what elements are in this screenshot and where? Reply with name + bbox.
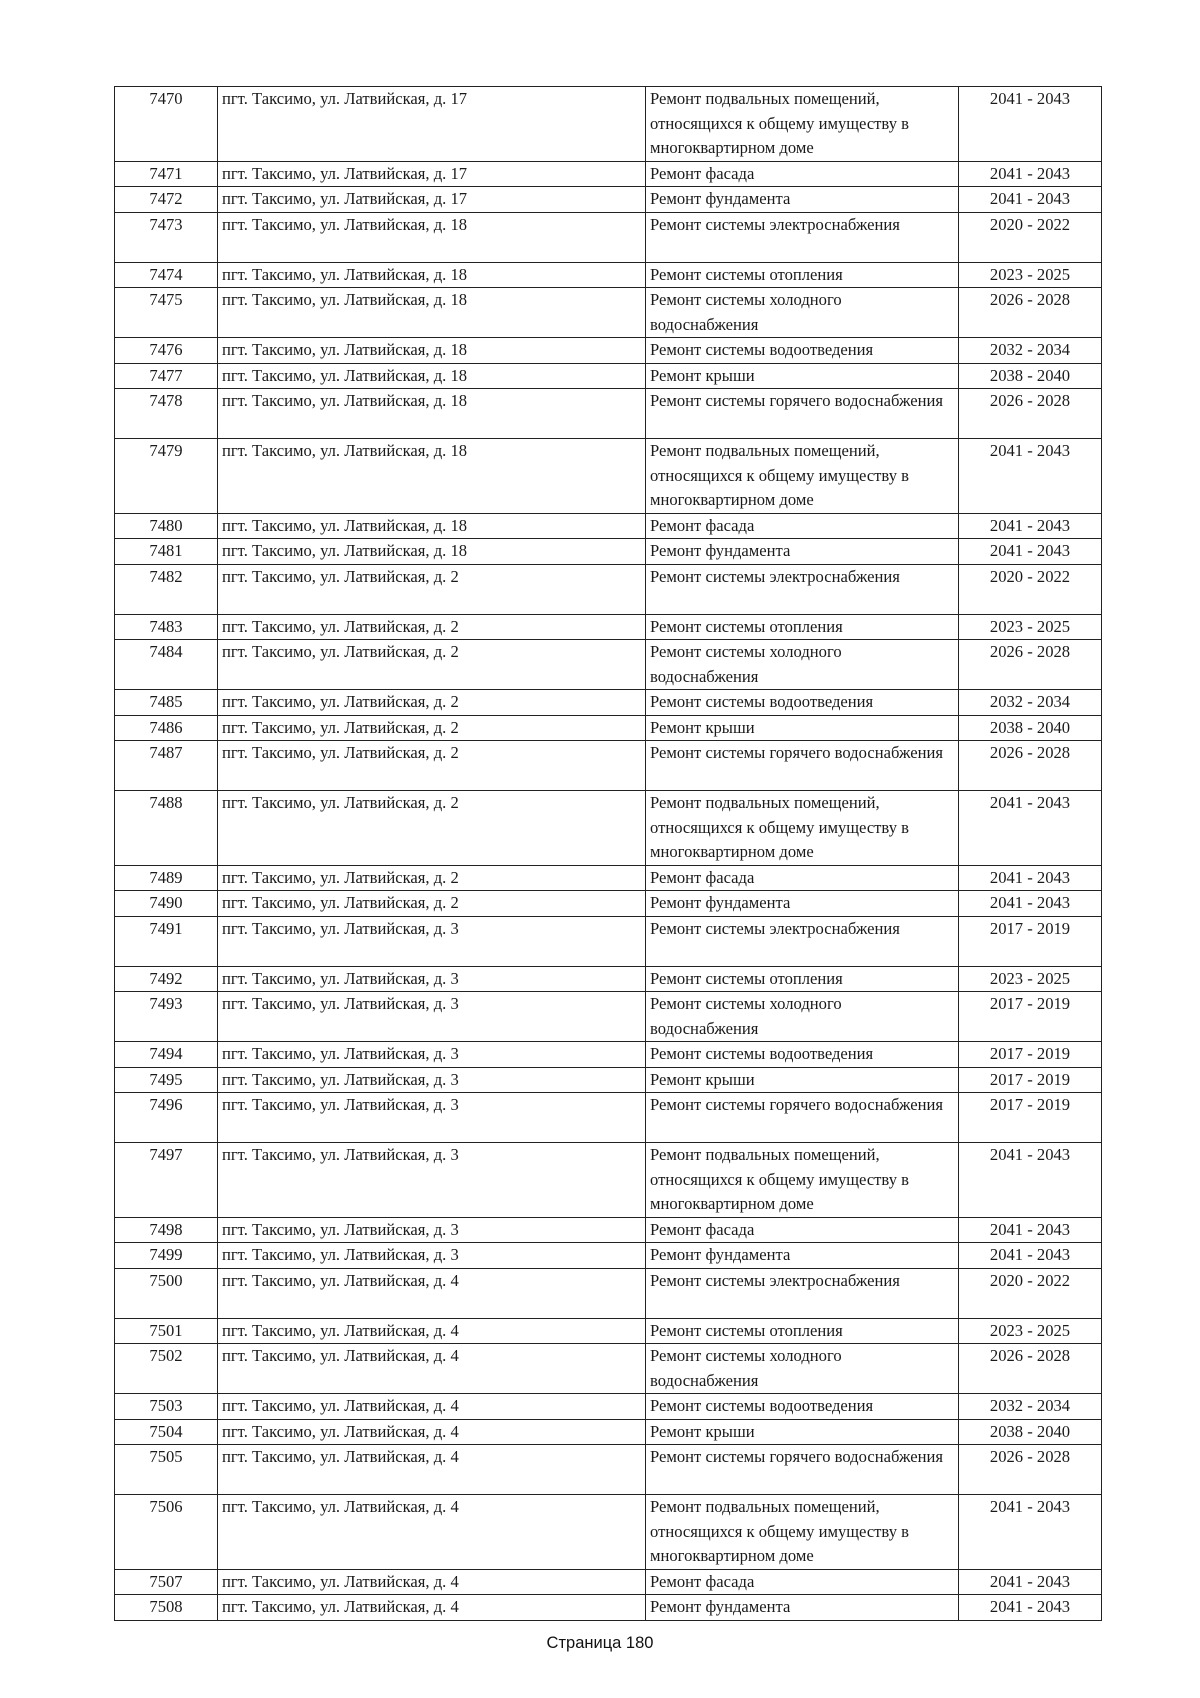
table-row bbox=[115, 439, 1102, 514]
table-row bbox=[115, 1595, 1102, 1621]
row-number: 7495 bbox=[115, 1067, 218, 1093]
row-address: пгт. Таксимо, ул. Латвийская, д. 4 bbox=[218, 1419, 646, 1445]
row-address: пгт. Таксимо, ул. Латвийская, д. 4 bbox=[218, 1445, 646, 1495]
table-body bbox=[115, 87, 1102, 1621]
row-work-type: Ремонт системы горячего водоснабжения bbox=[646, 741, 959, 791]
row-period: 2020 - 2022 bbox=[959, 1268, 1102, 1318]
row-address: пгт. Таксимо, ул. Латвийская, д. 4 bbox=[218, 1318, 646, 1344]
table-row bbox=[115, 363, 1102, 389]
row-work-type: Ремонт фасада bbox=[646, 513, 959, 539]
row-number: 7476 bbox=[115, 338, 218, 364]
row-address: пгт. Таксимо, ул. Латвийская, д. 3 bbox=[218, 1217, 646, 1243]
table-row bbox=[115, 992, 1102, 1042]
row-work-type: Ремонт системы электроснабжения bbox=[646, 1268, 959, 1318]
row-work-type: Ремонт системы электроснабжения bbox=[646, 212, 959, 262]
table-row bbox=[115, 614, 1102, 640]
row-work-type: Ремонт системы отопления bbox=[646, 1318, 959, 1344]
row-work-type: Ремонт крыши bbox=[646, 1067, 959, 1093]
row-address: пгт. Таксимо, ул. Латвийская, д. 3 bbox=[218, 1243, 646, 1269]
row-number: 7498 bbox=[115, 1217, 218, 1243]
row-number: 7488 bbox=[115, 791, 218, 866]
row-work-type: Ремонт системы отопления bbox=[646, 614, 959, 640]
row-work-type: Ремонт подвальных помещений, относящихся к общему имуществу в многоквартирном доме bbox=[646, 1143, 959, 1218]
table-row bbox=[115, 791, 1102, 866]
row-period: 2041 - 2043 bbox=[959, 1243, 1102, 1269]
table-row bbox=[115, 715, 1102, 741]
row-address: пгт. Таксимо, ул. Латвийская, д. 3 bbox=[218, 1067, 646, 1093]
row-number: 7501 bbox=[115, 1318, 218, 1344]
row-work-type: Ремонт системы водоотведения bbox=[646, 1394, 959, 1420]
row-number: 7484 bbox=[115, 640, 218, 690]
row-number: 7499 bbox=[115, 1243, 218, 1269]
row-work-type: Ремонт фундамента bbox=[646, 1595, 959, 1621]
table-row bbox=[115, 513, 1102, 539]
table-row bbox=[115, 338, 1102, 364]
table-row bbox=[115, 262, 1102, 288]
table-row bbox=[115, 1419, 1102, 1445]
row-period: 2041 - 2043 bbox=[959, 891, 1102, 917]
row-address: пгт. Таксимо, ул. Латвийская, д. 3 bbox=[218, 1093, 646, 1143]
row-period: 2041 - 2043 bbox=[959, 1595, 1102, 1621]
row-work-type: Ремонт системы водоотведения bbox=[646, 690, 959, 716]
row-address: пгт. Таксимо, ул. Латвийская, д. 2 bbox=[218, 640, 646, 690]
row-period: 2017 - 2019 bbox=[959, 1067, 1102, 1093]
row-number: 7490 bbox=[115, 891, 218, 917]
row-period: 2020 - 2022 bbox=[959, 564, 1102, 614]
row-address: пгт. Таксимо, ул. Латвийская, д. 4 bbox=[218, 1344, 646, 1394]
row-address: пгт. Таксимо, ул. Латвийская, д. 2 bbox=[218, 690, 646, 716]
row-work-type: Ремонт системы холодного водоснабжения bbox=[646, 288, 959, 338]
row-work-type: Ремонт крыши bbox=[646, 1419, 959, 1445]
row-number: 7471 bbox=[115, 161, 218, 187]
row-number: 7502 bbox=[115, 1344, 218, 1394]
row-address: пгт. Таксимо, ул. Латвийская, д. 4 bbox=[218, 1569, 646, 1595]
table-row bbox=[115, 1344, 1102, 1394]
table-row bbox=[115, 161, 1102, 187]
row-number: 7493 bbox=[115, 992, 218, 1042]
row-address: пгт. Таксимо, ул. Латвийская, д. 3 bbox=[218, 966, 646, 992]
row-number: 7482 bbox=[115, 564, 218, 614]
row-period: 2041 - 2043 bbox=[959, 1143, 1102, 1218]
row-address: пгт. Таксимо, ул. Латвийская, д. 4 bbox=[218, 1595, 646, 1621]
row-work-type: Ремонт крыши bbox=[646, 715, 959, 741]
row-address: пгт. Таксимо, ул. Латвийская, д. 18 bbox=[218, 439, 646, 514]
row-work-type: Ремонт подвальных помещений, относящихся к общему имуществу в многоквартирном доме bbox=[646, 1495, 959, 1570]
table-row bbox=[115, 389, 1102, 439]
row-work-type: Ремонт фасада bbox=[646, 1569, 959, 1595]
table-row bbox=[115, 916, 1102, 966]
table-row bbox=[115, 1318, 1102, 1344]
table-row bbox=[115, 1067, 1102, 1093]
row-period: 2038 - 2040 bbox=[959, 1419, 1102, 1445]
row-work-type: Ремонт системы холодного водоснабжения bbox=[646, 1344, 959, 1394]
row-period: 2026 - 2028 bbox=[959, 741, 1102, 791]
row-address: пгт. Таксимо, ул. Латвийская, д. 3 bbox=[218, 1042, 646, 1068]
row-work-type: Ремонт фасада bbox=[646, 865, 959, 891]
row-address: пгт. Таксимо, ул. Латвийская, д. 4 bbox=[218, 1394, 646, 1420]
row-address: пгт. Таксимо, ул. Латвийская, д. 17 bbox=[218, 87, 646, 162]
row-address: пгт. Таксимо, ул. Латвийская, д. 2 bbox=[218, 865, 646, 891]
table-row bbox=[115, 1042, 1102, 1068]
table-row bbox=[115, 1268, 1102, 1318]
row-number: 7483 bbox=[115, 614, 218, 640]
row-work-type: Ремонт системы отопления bbox=[646, 262, 959, 288]
row-work-type: Ремонт подвальных помещений, относящихся к общему имуществу в многоквартирном доме bbox=[646, 791, 959, 866]
row-number: 7474 bbox=[115, 262, 218, 288]
row-number: 7507 bbox=[115, 1569, 218, 1595]
row-number: 7503 bbox=[115, 1394, 218, 1420]
table-row bbox=[115, 640, 1102, 690]
row-work-type: Ремонт подвальных помещений, относящихся к общему имуществу в многоквартирном доме bbox=[646, 439, 959, 514]
row-work-type: Ремонт системы электроснабжения bbox=[646, 916, 959, 966]
row-period: 2041 - 2043 bbox=[959, 1569, 1102, 1595]
row-work-type: Ремонт системы холодного водоснабжения bbox=[646, 640, 959, 690]
table-row bbox=[115, 966, 1102, 992]
row-address: пгт. Таксимо, ул. Латвийская, д. 2 bbox=[218, 741, 646, 791]
row-work-type: Ремонт системы холодного водоснабжения bbox=[646, 992, 959, 1042]
row-period: 2026 - 2028 bbox=[959, 640, 1102, 690]
row-address: пгт. Таксимо, ул. Латвийская, д. 18 bbox=[218, 262, 646, 288]
row-number: 7494 bbox=[115, 1042, 218, 1068]
row-period: 2041 - 2043 bbox=[959, 865, 1102, 891]
row-number: 7496 bbox=[115, 1093, 218, 1143]
row-period: 2017 - 2019 bbox=[959, 1093, 1102, 1143]
row-work-type: Ремонт фундамента bbox=[646, 1243, 959, 1269]
row-period: 2032 - 2034 bbox=[959, 1394, 1102, 1420]
table-row bbox=[115, 1495, 1102, 1570]
row-period: 2041 - 2043 bbox=[959, 791, 1102, 866]
row-number: 7485 bbox=[115, 690, 218, 716]
row-address: пгт. Таксимо, ул. Латвийская, д. 18 bbox=[218, 513, 646, 539]
row-work-type: Ремонт фасада bbox=[646, 161, 959, 187]
row-number: 7506 bbox=[115, 1495, 218, 1570]
table-row bbox=[115, 87, 1102, 162]
page-number: Страница 180 bbox=[546, 1634, 654, 1652]
row-address: пгт. Таксимо, ул. Латвийская, д. 3 bbox=[218, 916, 646, 966]
row-number: 7489 bbox=[115, 865, 218, 891]
row-period: 2041 - 2043 bbox=[959, 161, 1102, 187]
row-work-type: Ремонт фундамента bbox=[646, 539, 959, 565]
table-row bbox=[115, 1569, 1102, 1595]
table-row bbox=[115, 1243, 1102, 1269]
row-work-type: Ремонт фундамента bbox=[646, 891, 959, 917]
row-address: пгт. Таксимо, ул. Латвийская, д. 3 bbox=[218, 992, 646, 1042]
row-period: 2017 - 2019 bbox=[959, 916, 1102, 966]
row-number: 7470 bbox=[115, 87, 218, 162]
row-period: 2023 - 2025 bbox=[959, 262, 1102, 288]
row-number: 7500 bbox=[115, 1268, 218, 1318]
row-period: 2032 - 2034 bbox=[959, 690, 1102, 716]
row-number: 7479 bbox=[115, 439, 218, 514]
row-work-type: Ремонт системы горячего водоснабжения bbox=[646, 1093, 959, 1143]
table-row bbox=[115, 690, 1102, 716]
row-address: пгт. Таксимо, ул. Латвийская, д. 2 bbox=[218, 614, 646, 640]
row-work-type: Ремонт системы отопления bbox=[646, 966, 959, 992]
row-number: 7497 bbox=[115, 1143, 218, 1218]
table-row bbox=[115, 891, 1102, 917]
row-address: пгт. Таксимо, ул. Латвийская, д. 17 bbox=[218, 187, 646, 213]
row-period: 2017 - 2019 bbox=[959, 992, 1102, 1042]
row-work-type: Ремонт системы водоотведения bbox=[646, 1042, 959, 1068]
row-work-type: Ремонт системы горячего водоснабжения bbox=[646, 389, 959, 439]
row-address: пгт. Таксимо, ул. Латвийская, д. 18 bbox=[218, 539, 646, 565]
row-period: 2038 - 2040 bbox=[959, 363, 1102, 389]
row-number: 7475 bbox=[115, 288, 218, 338]
table-row bbox=[115, 865, 1102, 891]
row-address: пгт. Таксимо, ул. Латвийская, д. 2 bbox=[218, 564, 646, 614]
table-row bbox=[115, 1394, 1102, 1420]
row-work-type: Ремонт крыши bbox=[646, 363, 959, 389]
table-row bbox=[115, 288, 1102, 338]
row-period: 2041 - 2043 bbox=[959, 1495, 1102, 1570]
row-number: 7505 bbox=[115, 1445, 218, 1495]
row-address: пгт. Таксимо, ул. Латвийская, д. 18 bbox=[218, 363, 646, 389]
repair-schedule-table bbox=[114, 86, 1102, 1621]
row-work-type: Ремонт подвальных помещений, относящихся к общему имуществу в многоквартирном доме bbox=[646, 87, 959, 162]
row-address: пгт. Таксимо, ул. Латвийская, д. 4 bbox=[218, 1268, 646, 1318]
row-address: пгт. Таксимо, ул. Латвийская, д. 18 bbox=[218, 212, 646, 262]
row-period: 2026 - 2028 bbox=[959, 1344, 1102, 1394]
row-number: 7504 bbox=[115, 1419, 218, 1445]
row-work-type: Ремонт системы водоотведения bbox=[646, 338, 959, 364]
row-period: 2041 - 2043 bbox=[959, 1217, 1102, 1243]
row-number: 7491 bbox=[115, 916, 218, 966]
table-row bbox=[115, 564, 1102, 614]
row-work-type: Ремонт фундамента bbox=[646, 187, 959, 213]
row-period: 2032 - 2034 bbox=[959, 338, 1102, 364]
row-number: 7480 bbox=[115, 513, 218, 539]
table-row bbox=[115, 1445, 1102, 1495]
row-period: 2026 - 2028 bbox=[959, 389, 1102, 439]
row-address: пгт. Таксимо, ул. Латвийская, д. 18 bbox=[218, 338, 646, 364]
row-period: 2017 - 2019 bbox=[959, 1042, 1102, 1068]
row-period: 2026 - 2028 bbox=[959, 288, 1102, 338]
row-period: 2023 - 2025 bbox=[959, 1318, 1102, 1344]
table-row bbox=[115, 212, 1102, 262]
row-address: пгт. Таксимо, ул. Латвийская, д. 18 bbox=[218, 389, 646, 439]
row-period: 2041 - 2043 bbox=[959, 439, 1102, 514]
row-number: 7478 bbox=[115, 389, 218, 439]
row-number: 7477 bbox=[115, 363, 218, 389]
row-address: пгт. Таксимо, ул. Латвийская, д. 4 bbox=[218, 1495, 646, 1570]
row-period: 2041 - 2043 bbox=[959, 513, 1102, 539]
row-period: 2041 - 2043 bbox=[959, 187, 1102, 213]
table-row bbox=[115, 539, 1102, 565]
table-row bbox=[115, 741, 1102, 791]
row-address: пгт. Таксимо, ул. Латвийская, д. 3 bbox=[218, 1143, 646, 1218]
table-row bbox=[115, 1217, 1102, 1243]
row-number: 7472 bbox=[115, 187, 218, 213]
row-address: пгт. Таксимо, ул. Латвийская, д. 18 bbox=[218, 288, 646, 338]
row-period: 2020 - 2022 bbox=[959, 212, 1102, 262]
row-work-type: Ремонт системы электроснабжения bbox=[646, 564, 959, 614]
row-period: 2038 - 2040 bbox=[959, 715, 1102, 741]
table-row bbox=[115, 1093, 1102, 1143]
row-period: 2041 - 2043 bbox=[959, 539, 1102, 565]
row-number: 7473 bbox=[115, 212, 218, 262]
row-number: 7492 bbox=[115, 966, 218, 992]
table-row bbox=[115, 187, 1102, 213]
row-work-type: Ремонт системы горячего водоснабжения bbox=[646, 1445, 959, 1495]
row-work-type: Ремонт фасада bbox=[646, 1217, 959, 1243]
row-number: 7508 bbox=[115, 1595, 218, 1621]
row-address: пгт. Таксимо, ул. Латвийская, д. 2 bbox=[218, 791, 646, 866]
row-number: 7481 bbox=[115, 539, 218, 565]
row-period: 2023 - 2025 bbox=[959, 614, 1102, 640]
table-row bbox=[115, 1143, 1102, 1218]
row-period: 2041 - 2043 bbox=[959, 87, 1102, 162]
row-address: пгт. Таксимо, ул. Латвийская, д. 2 bbox=[218, 715, 646, 741]
row-period: 2026 - 2028 bbox=[959, 1445, 1102, 1495]
row-address: пгт. Таксимо, ул. Латвийская, д. 17 bbox=[218, 161, 646, 187]
row-address: пгт. Таксимо, ул. Латвийская, д. 2 bbox=[218, 891, 646, 917]
row-number: 7486 bbox=[115, 715, 218, 741]
row-period: 2023 - 2025 bbox=[959, 966, 1102, 992]
row-number: 7487 bbox=[115, 741, 218, 791]
